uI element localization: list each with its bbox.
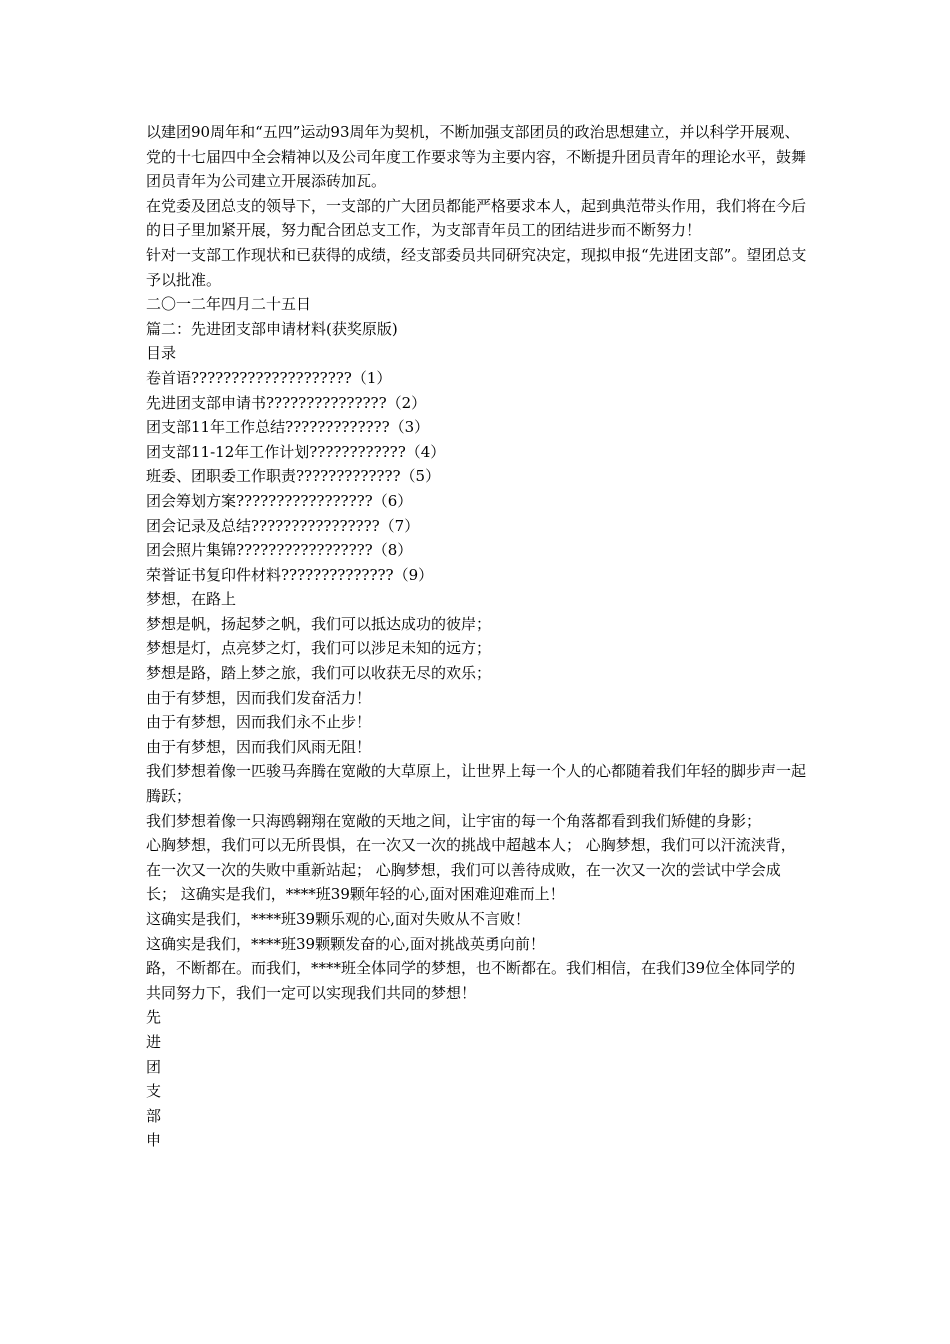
paragraph-text: 路，不断都在。而我们，****班全体同学的梦想，也不断都在。我们相信，在我们39位全体同学的共同努力下，我们一定可以实现我们共同的梦想！ (146, 959, 796, 1002)
date-line (146, 292, 810, 317)
paragraph-text: 心胸梦想，我们可以无所畏惧，在一次又一次的挑战中超越本人； 心胸梦想，我们可以汗流浃背，在一次又一次的失败中重新站起； 心胸梦想，我们可以善待成败，在一次又一次的尝试中学会成长； 这确实是我们，****班39颗年轻的心,面对困难迎难而上！ (146, 836, 796, 904)
paragraph-text: 由于有梦想，因而我们永不止步！ (146, 713, 372, 732)
toc-entry-text: 团支部11年工作总结?????????????（3） (146, 418, 430, 437)
paragraph (146, 243, 810, 292)
paragraph-text: 由于有梦想，因而我们风雨无阻！ (146, 737, 372, 756)
toc-entry (146, 489, 810, 514)
vertical-char (146, 1005, 810, 1030)
toc-entry-text: 团支部11-12年工作计划????????????（4） (146, 442, 446, 461)
paragraph (146, 735, 810, 760)
toc-entry-text: 团会记录及总结????????????????（7） (146, 516, 420, 535)
paragraph-text: 我们梦想着像一匹骏马奔腾在宽敞的大草原上，让世界上每一个人的心都随着我们年轻的脚步声一起腾跃； (146, 762, 807, 806)
toc-title (146, 341, 810, 366)
paragraph-text: 我们梦想着像一只海鸥翱翔在宽敞的天地之间，让宇宙的每一个角落都看到我们矫健的身影； (146, 811, 762, 830)
paragraph (146, 907, 810, 932)
paragraph (146, 809, 810, 834)
vertical-char (146, 1128, 810, 1153)
paragraph-text: 这确实是我们，****班39颗乐观的心,面对失败从不言败！ (146, 910, 530, 928)
paragraph (146, 710, 810, 735)
paragraph-text: 梦想是路，踏上梦之旅，我们可以收获无尽的欢乐； (146, 664, 492, 683)
toc-entry-text: 团会照片集锦?????????????????（8） (146, 541, 413, 560)
document-page (146, 120, 810, 1153)
vertical-char (146, 1079, 810, 1104)
toc-entry-text: 荣誉证书复印件材料??????????????（9） (146, 565, 434, 584)
toc-entry (146, 366, 810, 391)
paragraph-text: 梦想是帆，扬起梦之帆，我们可以抵达成功的彼岸； (146, 614, 492, 633)
vertical-char-text: 部 (146, 1106, 162, 1125)
paragraph (146, 120, 810, 194)
vertical-char (146, 1104, 810, 1129)
toc-entry-text: 卷首语????????????????????（1） (146, 368, 392, 387)
vertical-char-text: 支 (146, 1082, 162, 1101)
toc-entry-text: 班委、团职委工作职责?????????????（5） (146, 467, 441, 486)
vertical-char-text: 进 (146, 1032, 162, 1051)
paragraph (146, 194, 810, 243)
paragraph (146, 833, 810, 907)
paragraph (146, 686, 810, 711)
toc-title-text: 目录 (146, 344, 177, 363)
vertical-char-text: 先 (146, 1008, 162, 1027)
subsection-title (146, 587, 810, 612)
paragraph (146, 612, 810, 637)
toc-entry (146, 440, 810, 465)
paragraph-text: 在党委及团总支的领导下，一支部的广大团员都能严格要求本人，起到典范带头作用，我们将在今后的日子里加紧开展，努力配合团总支工作，为支部青年员工的团结进步而不断努力！ (146, 196, 807, 240)
toc-entry-text: 团会筹划方案?????????????????（6） (146, 491, 413, 510)
toc-entry-text: 先进团支部申请书???????????????（2） (146, 393, 427, 412)
paragraph-text: 这确实是我们，****班39颗颗发奋的心,面对挑战英勇向前！ (146, 934, 545, 953)
paragraph (146, 759, 810, 808)
toc-entry (146, 514, 810, 539)
subsection-title-text: 梦想，在路上 (146, 590, 237, 609)
vertical-char (146, 1055, 810, 1080)
paragraph-text: 由于有梦想，因而我们发奋活力！ (146, 688, 372, 707)
paragraph (146, 932, 810, 957)
toc-entry (146, 538, 810, 563)
date-text: 二〇一二年四月二十五日 (146, 295, 312, 314)
paragraph-text: 针对一支部工作现状和已获得的成绩，经支部委员共同研究决定，现拟申报“先进团支部”。望团总支予以批准。 (146, 245, 807, 289)
paragraph (146, 661, 810, 686)
vertical-char-text: 团 (146, 1057, 162, 1076)
vertical-char (146, 1030, 810, 1055)
paragraph-text: 以建团90周年和“五四”运动93周年为契机，不断加强支部团员的政治思想建立，并以科学开展观、党的十七届四中全会精神以及公司年度工作要求等为主要内容，不断提升团员青年的理论水平，鼓舞团员青年为公司建立开展添砖加瓦。 (146, 123, 807, 191)
toc-entry (146, 391, 810, 416)
toc-entry (146, 464, 810, 489)
paragraph-text: 梦想是灯，点亮梦之灯，我们可以涉足未知的远方； (146, 639, 492, 658)
toc-entry (146, 563, 810, 588)
toc-entry (146, 415, 810, 440)
paragraph (146, 956, 810, 1005)
section-heading (146, 317, 810, 342)
vertical-char-text: 申 (146, 1131, 162, 1150)
paragraph (146, 636, 810, 661)
section-heading-text: 篇二：先进团支部申请材料(获奖原版) (146, 319, 398, 338)
